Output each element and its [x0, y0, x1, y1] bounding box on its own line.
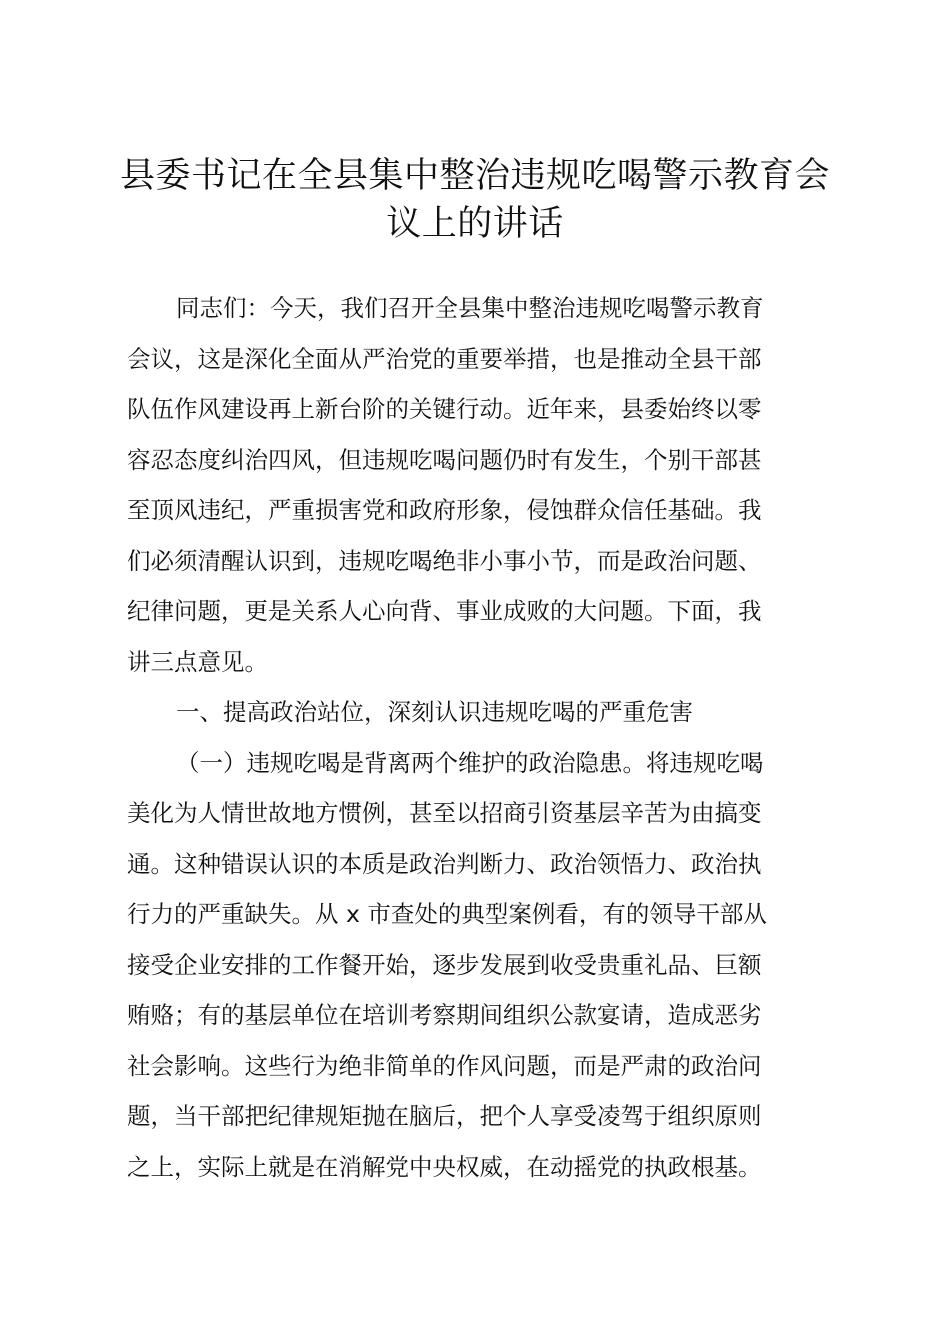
paragraph-line: 贿赂；有的基层单位在培训考察期间组织公款宴请，造成恶劣 [127, 1001, 762, 1029]
paragraph-line: 行力的严重缺失。从 x 市查处的典型案例看，有的领导干部从 [127, 900, 767, 928]
paragraph-line: 至顶风违纪，严重损害党和政府形象，侵蚀群众信任基础。我 [127, 496, 762, 524]
paragraph-line: 讲三点意见。 [127, 647, 268, 676]
section-heading: 一、提高政治站位，深刻认识违规吃喝的严重危害 [176, 698, 693, 726]
document-title [110, 152, 840, 248]
paragraph-line: （一）违规吃喝是背离两个维护的政治隐患。将违规吃喝 [176, 748, 764, 777]
title-line: 县委书记在全县集中整治违规吃喝警示教育会 [119, 156, 830, 196]
paragraph-line: 社会影响。这些行为绝非简单的作风问题，而是严肃的政治问 [127, 1051, 762, 1080]
document-body [127, 283, 837, 1192]
paragraph-line: 容忍态度纠治四风，但违规吃喝问题仍时有发生，个别干部甚 [127, 445, 762, 474]
paragraph-line: 同志们：今天，我们召开全县集中整治违规吃喝警示教育 [176, 294, 764, 322]
paragraph-line: 们必须清醒认识到，违规吃喝绝非小事小节，而是政治问题、 [127, 546, 762, 575]
title-line: 议上的讲话 [386, 204, 564, 244]
paragraph-line: 会议，这是深化全面从严治党的重要举措，也是推动全县干部 [127, 344, 762, 373]
paragraph-line: 纪律问题，更是关系人心向背、事业成败的大问题。下面，我 [127, 597, 762, 625]
paragraph-line: 队伍作风建设再上新台阶的关键行动。近年来，县委始终以零 [127, 395, 762, 423]
paragraph-line: 通。这种错误认识的本质是政治判断力、政治领悟力、政治执 [127, 849, 762, 878]
subsection-paragraph [127, 738, 837, 1193]
opening-paragraph [127, 283, 837, 687]
paragraph-line: 美化为人情世故地方惯例，甚至以招商引资基层辛苦为由搞变 [127, 799, 762, 827]
paragraph-line: 接受企业安排的工作餐开始，逐步发展到收受贵重礼品、巨额 [127, 950, 762, 979]
paragraph-line: 题，当干部把纪律规矩抛在脑后，把个人享受凌驾于组织原则 [127, 1102, 762, 1130]
paragraph-line: 之上，实际上就是在消解党中央权威，在动摇党的执政根基。 [127, 1152, 762, 1181]
